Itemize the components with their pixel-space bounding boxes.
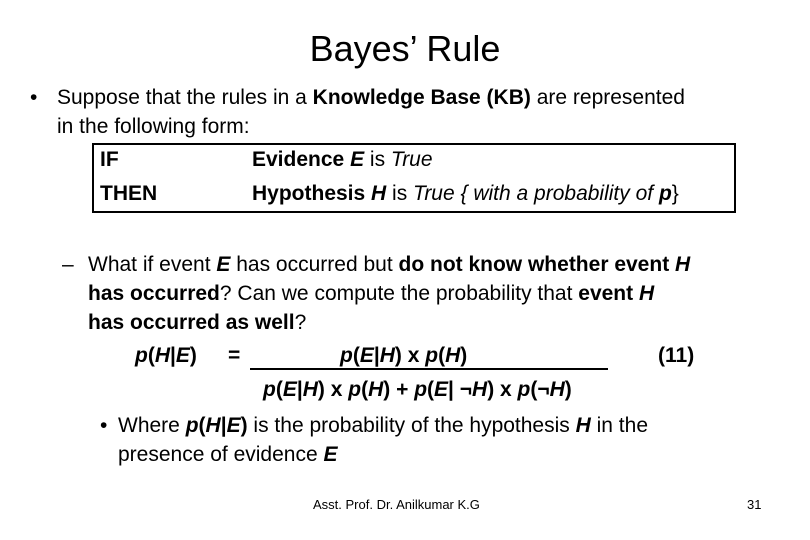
bullet1-line1: Suppose that the rules in a Knowledge Base (KB) are represented	[57, 86, 685, 109]
formula-equals: =	[228, 344, 241, 367]
formula-denominator: p(E|H) x p(H) + p(E| ¬H) x p(¬H)	[263, 378, 572, 401]
sub-bullet-dash: –	[62, 253, 74, 276]
fraction-line	[250, 368, 608, 370]
formula-numerator: p(E|H) x p(H)	[340, 344, 468, 367]
rule-if-keyword: IF	[100, 148, 119, 171]
sub-line3: has occurred as well?	[88, 311, 307, 334]
bullet2-line2: presence of evidence E	[118, 443, 338, 466]
equation-number: (11)	[658, 344, 695, 367]
bullet-marker: •	[30, 86, 38, 109]
bullet2-line1: Where p(H|E) is the probability of the hypothesis H in the	[118, 414, 649, 437]
slide-title: Bayes’ Rule	[309, 28, 501, 69]
rule-then-text: Hypothesis H is True { with a probability of p}	[252, 182, 679, 205]
bullet-marker: •	[100, 414, 108, 437]
formula-lhs: p(H|E)	[135, 344, 197, 367]
rule-then-keyword: THEN	[100, 182, 158, 205]
footer-author: Asst. Prof. Dr. Anilkumar K.G	[313, 497, 480, 512]
page-number: 31	[747, 497, 762, 512]
rule-if-text: Evidence E is True	[252, 148, 433, 171]
sub-line1: What if event E has occurred but do not know whether event H	[88, 253, 691, 276]
bullet1-line2: in the following form:	[57, 115, 250, 138]
sub-line2: has occurred? Can we compute the probability that event H	[88, 282, 655, 305]
